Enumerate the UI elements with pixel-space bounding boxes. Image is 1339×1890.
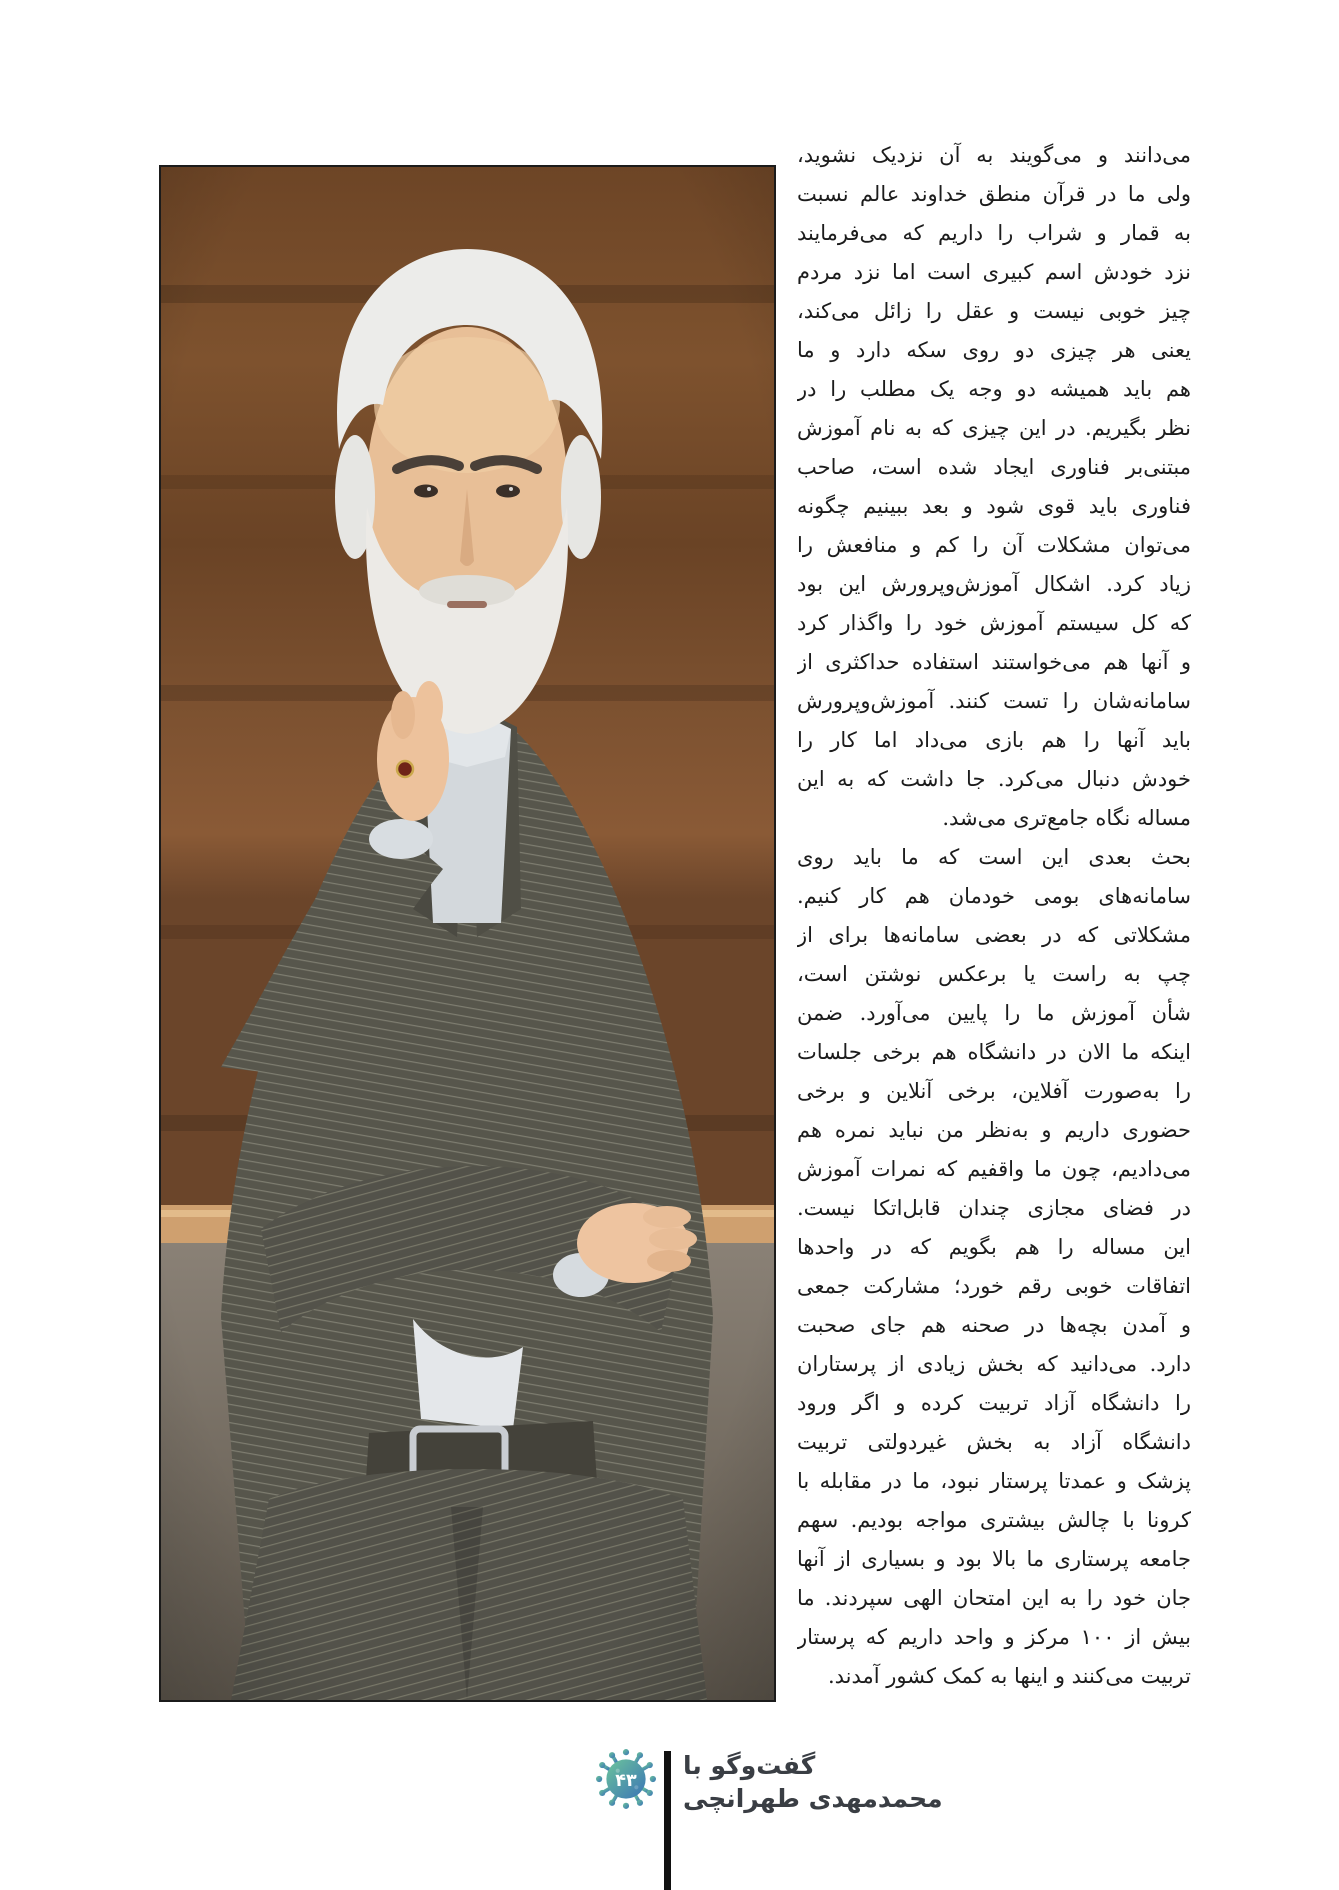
article-text-line: بیش از ۱۰۰ مرکز و واحد داریم که پرستار <box>797 1625 1191 1649</box>
article-text-line: را به‌صورت آفلاین، برخی آنلاین و برخی <box>797 1079 1191 1103</box>
article-text-line: سامانه‌شان را تست کنند. آموزش‌وپرورش <box>797 689 1191 713</box>
page-number: ۴۳ <box>615 1771 637 1792</box>
article-text-line: می‌دانند و می‌گویند به آن نزدیک نشوید، <box>797 143 1191 167</box>
article-text-line: این مساله را هم بگویم که در واحدها <box>797 1235 1191 1259</box>
article-text-line: در فضای مجازی چندان قابل‌اتکا نیست. <box>797 1196 1191 1220</box>
article-text-line: اتفاقات خوبی رقم خورد؛ مشارکت جمعی <box>797 1274 1191 1298</box>
article-text-line: و آنها هم می‌خواستند استفاده حداکثری از <box>797 650 1191 674</box>
article-text-line: می‌توان مشکلات آن را کم و منافعش را <box>797 533 1191 557</box>
interview-photo-illustration <box>161 167 774 1700</box>
footer-caption <box>683 1749 943 1815</box>
article-text-line: به قمار و شراب را داریم که می‌فرمایند <box>797 221 1191 245</box>
article-text-line: ولی ما در قرآن منطق خداوند عالم نسبت <box>797 182 1191 206</box>
article-text-line: چیز خوبی نیست و عقل را زائل می‌کند، <box>797 299 1191 323</box>
article-text-line: هم باید همیشه دو وجه یک مطلب را در <box>797 377 1191 401</box>
article-text-line: کرونا با چالش بیشتری مواجه بودیم. سهم <box>797 1508 1191 1532</box>
article-text-line: اینکه ما الان در دانشگاه هم برخی جلسات <box>797 1040 1191 1064</box>
article-text-line: که کل سیستم آموزش خود را واگذار کرد <box>797 611 1191 635</box>
footer-caption-line1: گفت‌وگو با <box>683 1751 816 1780</box>
article-text-line: حضوری داریم و به‌نظر من نباید نمره هم <box>797 1118 1191 1142</box>
article-text-line: یعنی هر چیزی دو روی سکه دارد و ما <box>797 338 1191 362</box>
virus-icon <box>595 1748 657 1810</box>
article-text-line: مساله نگاه جامع‌تری می‌شد. <box>942 806 1191 830</box>
footer-divider-bar <box>664 1751 671 1890</box>
footer-caption-line2: محمدمهدی طهرانچی <box>683 1784 943 1813</box>
article-text-line: مبتنی‌بر فناوری ایجاد شده است، صاحب <box>797 455 1191 479</box>
article-text-line: خودش دنبال می‌کرد. جا داشت که به این <box>797 767 1191 791</box>
article-text-line: مشکلاتی که در بعضی سامانه‌ها برای از <box>797 923 1191 947</box>
article-text-line: نظر بگیریم. در این چیزی که به نام آموزش <box>797 416 1191 440</box>
article-text-line: دارد. می‌دانید که بخش زیادی از پرستاران <box>797 1352 1191 1376</box>
article-text-line: پزشک و عمدتا پرستار نبود، ما در مقابله با <box>797 1469 1191 1493</box>
article-text-line: چپ به راست یا برعکس نوشتن است، <box>797 962 1191 986</box>
article-text-line: دانشگاه آزاد به بخش غیردولتی تربیت <box>797 1430 1191 1454</box>
article-text-line: و آمدن بچه‌ها در صحنه هم جای صحبت <box>797 1313 1191 1337</box>
article-text-line: را دانشگاه آزاد تربیت کرده و اگر ورود <box>797 1391 1191 1415</box>
article-text-line: جان خود را به این امتحان الهی سپردند. ما <box>797 1586 1191 1610</box>
article-text-column <box>797 136 1191 1706</box>
article-text-line: جامعه پرستاری ما بالا بود و بسیاری از آنها <box>797 1547 1191 1571</box>
article-text-line: تربیت می‌کنند و اینها به کمک کشور آمدند. <box>827 1664 1191 1688</box>
article-text-line: فناوری باید قوی شود و بعد ببینیم چگونه <box>797 494 1191 518</box>
article-text-line: باید آنها را هم بازی می‌داد اما کار را <box>797 728 1191 752</box>
article-text-line: بحث بعدی این است که ما باید روی <box>797 845 1191 869</box>
article-text-line: نزد خودش اسم کبیری است اما نزد مردم <box>797 260 1191 284</box>
article-text-line: زیاد کرد. اشکال آموزش‌وپرورش این بود <box>797 572 1191 596</box>
interview-photo <box>159 165 776 1702</box>
article-text-line: شأن آموزش ما را پایین می‌آورد. ضمن <box>797 1001 1191 1025</box>
article-text-line: می‌دادیم، چون ما واقفیم که نمرات آموزش <box>797 1157 1191 1181</box>
article-text-line: سامانه‌های بومی خودمان هم کار کنیم. <box>797 884 1191 908</box>
virus-page-badge <box>595 1748 657 1810</box>
